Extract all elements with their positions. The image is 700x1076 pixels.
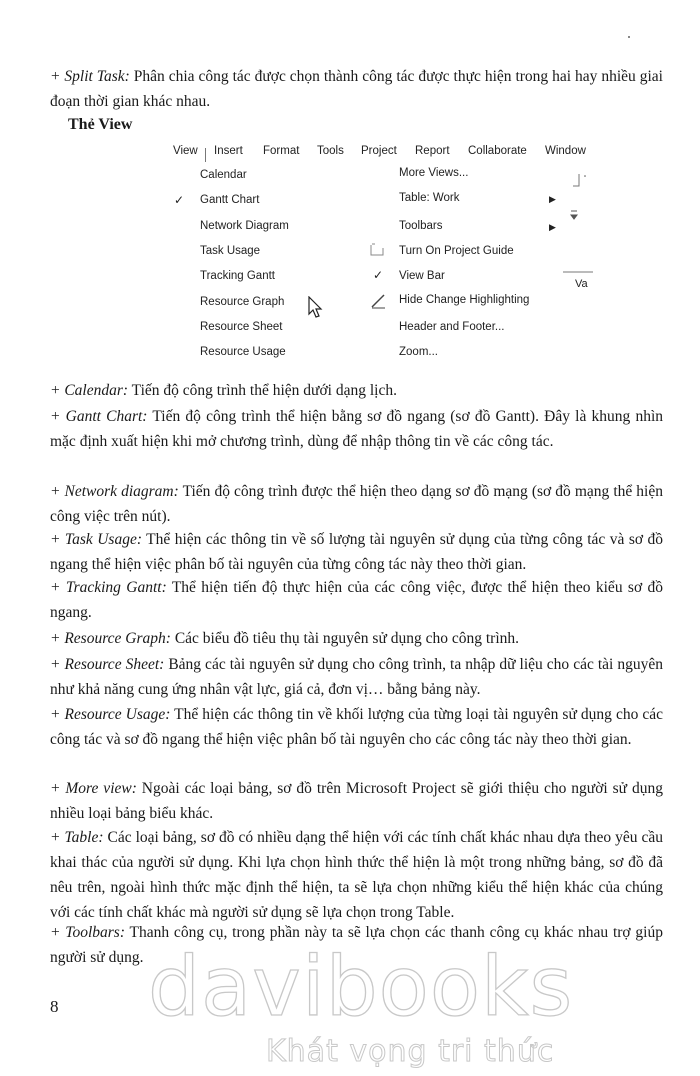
menu-tools[interactable]: Tools <box>317 145 344 157</box>
project-guide-icon <box>368 241 386 257</box>
submenu-arrow-icon: ▶ <box>549 194 556 204</box>
paragraph-gantt-chart <box>50 404 663 454</box>
paragraph-text: Thể hiện các thông tin về số lượng tài nguyên sử dụng của từng công tác và sơ đồ ngang thể hiện việc phân bố tài nguyên của từng công tác này theo thời gian. <box>50 531 664 573</box>
paragraph-text: Phân chia công tác được chọn thành công tác được thực hiện trong hai hay nhiều giai đoạn thời gian khác nhau. <box>50 68 663 110</box>
paragraph-text: Tiến độ công trình thể hiện bằng sơ đồ ngang (sơ đồ Gantt). Đây là khung nhìn mặc định xuất hiện khi mở chương trình, dùng để nhập thông tin về các công tác. <box>50 408 663 450</box>
term-network-diagram: + Network diagram: <box>50 483 179 500</box>
view-menu-screenshot <box>168 140 596 368</box>
view-item-resource-sheet[interactable]: Resource Sheet <box>200 321 283 333</box>
view-item-toolbars[interactable]: Toolbars <box>399 220 443 232</box>
term-resource-sheet: + Resource Sheet: <box>50 656 165 673</box>
scan-speck <box>628 36 630 38</box>
view-item-calendar[interactable]: Calendar <box>200 169 247 181</box>
term-task-usage: + Task Usage: <box>50 531 142 548</box>
term-resource-graph: + Resource Graph: <box>50 630 171 647</box>
view-item-table[interactable]: Table: Work <box>399 192 460 204</box>
view-item-zoom[interactable]: Zoom... <box>399 346 438 358</box>
check-icon: ✓ <box>174 193 185 207</box>
paragraph-text: Tiến độ công trình được thể hiện theo dạng sơ đồ mạng (sơ đồ mạng thể hiện công việc trên nút). <box>50 483 663 525</box>
paragraph-text: Thanh công cụ, trong phần này ta sẽ lựa chọn các thanh công cụ khác nhau trợ giúp người sử dụng. <box>50 924 663 966</box>
paragraph-text: Tiến độ công trình thể hiện dưới dạng lịch. <box>128 382 397 399</box>
term-resource-usage: + Resource Usage: <box>50 706 171 723</box>
paragraph-network-diagram <box>50 479 663 529</box>
term-gantt-chart: + Gantt Chart: <box>50 408 148 425</box>
menu-separator <box>205 148 206 162</box>
view-item-header-and-footer[interactable]: Header and Footer... <box>399 321 505 333</box>
view-item-network-diagram[interactable]: Network Diagram <box>200 220 289 232</box>
term-tracking-gantt: + Tracking Gantt: <box>50 579 167 596</box>
term-toolbars: + Toolbars: <box>50 924 125 941</box>
menu-window[interactable]: Window <box>545 145 586 157</box>
paragraph-resource-graph <box>50 626 663 651</box>
term-calendar: + Calendar: <box>50 382 129 399</box>
paragraph-table <box>50 825 663 925</box>
paragraph-text: Ngoài các loại bảng, sơ đồ trên Microsoft Project sẽ giới thiệu cho người sử dụng nhiều loại bảng biểu khác. <box>50 780 663 822</box>
paragraph-split-task <box>50 64 663 114</box>
term-more-view: + More view: <box>50 780 137 797</box>
view-item-turn-on-project-guide[interactable]: Turn On Project Guide <box>399 245 514 257</box>
submenu-arrow-icon: ▶ <box>549 222 556 232</box>
paragraph-text: Thể hiện các thông tin về khối lượng của từng loại tài nguyên sử dụng cho các công tác và sơ đồ ngang thể hiện việc phân bố tài nguyên cho các công tác này theo thời gian. <box>50 706 663 748</box>
paragraph-tracking-gantt <box>50 575 663 625</box>
page-number: 8 <box>50 997 59 1016</box>
paragraph-text: Bảng các tài nguyên sử dụng cho công trình, ta nhập dữ liệu cho các tài nguyên như khả năng cung ứng nhân vật lực, giá cả, đơn vị… bằng bảng này. <box>50 656 663 698</box>
menu-collaborate[interactable]: Collaborate <box>468 145 527 157</box>
view-item-tracking-gantt[interactable]: Tracking Gantt <box>200 270 275 282</box>
paragraph-task-usage <box>50 527 663 577</box>
highlighting-pen-icon <box>370 293 386 309</box>
menu-project[interactable]: Project <box>361 145 397 157</box>
paragraph-calendar <box>50 378 663 403</box>
view-item-gantt-chart[interactable]: Gantt Chart <box>200 194 260 206</box>
watermark-brand: davibooks <box>148 940 574 1035</box>
mouse-cursor-icon <box>308 296 324 320</box>
watermark-tagline: Khát vọng tri thức <box>266 1034 555 1069</box>
menu-format[interactable]: Format <box>263 145 300 157</box>
menu-bar <box>168 145 596 163</box>
paragraph-text: Thể hiện tiến độ thực hiện của các công việc, được thể hiện theo kiểu sơ đồ ngang. <box>50 579 664 621</box>
section-heading: Thẻ View <box>68 116 133 133</box>
view-item-hide-change-highlighting[interactable]: Hide Change Highlighting <box>399 294 530 306</box>
view-item-more-views[interactable]: More Views... <box>399 167 469 179</box>
paragraph-text: Các biểu đồ tiêu thụ tài nguyên sử dụng cho công trình. <box>170 630 519 647</box>
edge-text: Va <box>575 278 588 290</box>
view-item-view-bar[interactable]: View Bar <box>399 270 445 282</box>
view-item-task-usage[interactable]: Task Usage <box>200 245 261 257</box>
check-icon: ✓ <box>373 268 384 282</box>
paragraph-resource-usage <box>50 702 663 752</box>
term-split-task: + Split Task: <box>50 68 130 85</box>
menu-report[interactable]: Report <box>415 145 450 157</box>
menu-insert[interactable]: Insert <box>214 145 243 157</box>
view-item-resource-graph[interactable]: Resource Graph <box>200 296 285 308</box>
paragraph-text: Các loại bảng, sơ đồ có nhiều dạng thể hiện với các tính chất khác nhau dựa theo yêu cầu khai thác của người sử dụng. Khi lựa chọn hình thức thể hiện là một trong những bảng, sơ đồ đã nêu trên, ngoài hình thức mặc định thể hiện, ta sẽ lựa chọn những kiểu thể hiện khác của chúng với các tính chất khác mà người sử dụng sẽ lựa chọn trong Table. <box>50 829 663 921</box>
paragraph-more-view <box>50 776 663 826</box>
menu-view[interactable]: View <box>173 145 198 157</box>
paragraph-resource-sheet <box>50 652 663 702</box>
term-table: + Table: <box>50 829 104 846</box>
view-item-resource-usage[interactable]: Resource Usage <box>200 346 286 358</box>
